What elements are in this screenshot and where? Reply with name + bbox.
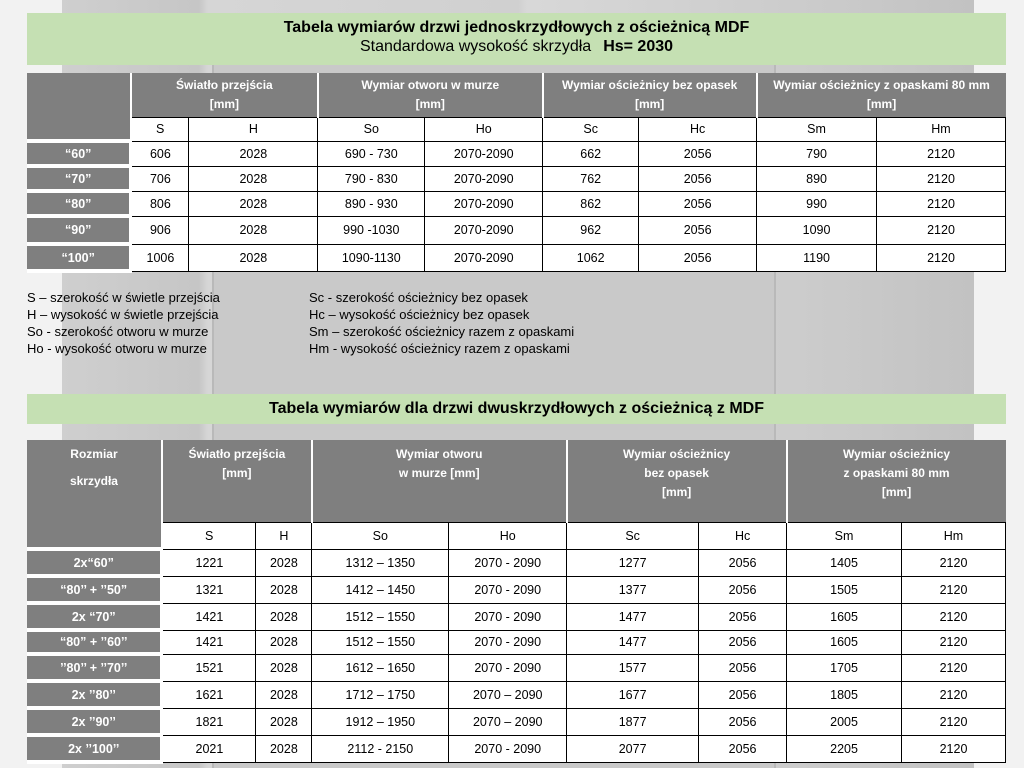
legend-item: Sc - szerokość ościeżnicy bez opasek xyxy=(309,290,528,305)
table-cell: 1512 – 1550 xyxy=(312,630,449,654)
table-cell: 2112 - 2150 xyxy=(312,735,449,762)
table-cell: 862 xyxy=(543,191,639,216)
table2-title-banner xyxy=(27,394,1006,424)
table1-subheader: H xyxy=(189,117,318,141)
table2-subheader: So xyxy=(312,522,449,549)
legend-item: H – wysokość w świetle przejścia xyxy=(27,307,219,322)
table-cell: 790 xyxy=(757,141,877,166)
table-cell: 1477 xyxy=(567,630,699,654)
table-cell: 1505 xyxy=(787,576,902,603)
table-cell: 1577 xyxy=(567,654,699,681)
table2-subheader: H xyxy=(256,522,312,549)
table-cell: 606 xyxy=(131,141,189,166)
table-cell: 2028 xyxy=(189,216,318,244)
row-label: 2x ’’90’’ xyxy=(27,708,162,735)
table1-subtitle-value: Hs= 2030 xyxy=(603,38,674,55)
table-cell: 2120 xyxy=(902,735,1006,762)
table-cell: 2070-2090 xyxy=(425,244,543,271)
table-cell: 1912 – 1950 xyxy=(312,708,449,735)
table-cell: 2056 xyxy=(699,681,787,708)
table-row xyxy=(27,654,1006,681)
table-cell: 2070 - 2090 xyxy=(449,654,567,681)
table-cell: 2028 xyxy=(256,735,312,762)
table-cell: 2120 xyxy=(902,576,1006,603)
table-cell: 2028 xyxy=(256,603,312,630)
table-cell: 2070-2090 xyxy=(425,141,543,166)
table1-title: Tabela wymiarów drzwi jednoskrzydłowych z ościeżnicą MDF xyxy=(283,19,750,36)
table-cell: 2120 xyxy=(877,216,1006,244)
table-cell: 2070-2090 xyxy=(425,216,543,244)
table1-group-header: Wymiar otworu w murze [mm] xyxy=(318,73,543,117)
table-row xyxy=(27,576,1006,603)
table2-corner-cell: Rozmiar skrzydła xyxy=(27,440,162,549)
row-label: “80’’ + ’’50” xyxy=(27,576,162,603)
table1-subheader: Sm xyxy=(757,117,877,141)
table-cell: 2028 xyxy=(256,708,312,735)
table-cell: 2056 xyxy=(699,549,787,576)
table-cell: 2056 xyxy=(639,166,757,191)
table2-subheader: Hm xyxy=(902,522,1006,549)
table-cell: 1712 – 1750 xyxy=(312,681,449,708)
legend-item: Hm - wysokość ościeżnicy razem z opaskami xyxy=(309,341,570,356)
table-cell: 2077 xyxy=(567,735,699,762)
table1-subheader: Hc xyxy=(639,117,757,141)
table-cell: 2056 xyxy=(639,141,757,166)
table-cell: 2070 - 2090 xyxy=(449,603,567,630)
table-cell: 2120 xyxy=(902,681,1006,708)
table-cell: 2120 xyxy=(902,549,1006,576)
table2-group-header: Wymiar ościeżnicy z opaskami 80 mm [mm] xyxy=(787,440,1006,522)
table2-subheader: Ho xyxy=(449,522,567,549)
table-cell: 2021 xyxy=(162,735,256,762)
table-cell: 2120 xyxy=(902,708,1006,735)
double-door-dimensions-table xyxy=(27,440,1006,764)
table-cell: 1277 xyxy=(567,549,699,576)
table1-subheader: So xyxy=(318,117,425,141)
legend-item: Sm – szerokość ościeżnicy razem z opaskami xyxy=(309,324,575,339)
table-cell: 1377 xyxy=(567,576,699,603)
table-cell: 1421 xyxy=(162,630,256,654)
table1-group-header: Wymiar ościeżnicy bez opasek [mm] xyxy=(543,73,757,117)
table1-corner-cell xyxy=(27,73,131,141)
table-cell: 2056 xyxy=(639,244,757,271)
row-label: 2x “70” xyxy=(27,603,162,630)
table-cell: 1405 xyxy=(787,549,902,576)
table-cell: 2070 - 2090 xyxy=(449,630,567,654)
table-cell: 662 xyxy=(543,141,639,166)
table-cell: 2120 xyxy=(877,191,1006,216)
table-cell: 2056 xyxy=(699,603,787,630)
table-cell: 2028 xyxy=(189,141,318,166)
table-row xyxy=(27,708,1006,735)
table-cell: 1705 xyxy=(787,654,902,681)
table-cell: 2070 - 2090 xyxy=(449,735,567,762)
legend-left xyxy=(27,289,220,357)
table-row xyxy=(27,216,1006,244)
table-row xyxy=(27,681,1006,708)
table-cell: 1612 – 1650 xyxy=(312,654,449,681)
table-row xyxy=(27,549,1006,576)
table2-title: Tabela wymiarów dla drzwi dwuskrzydłowych z ościeżnicą z MDF xyxy=(269,400,764,417)
row-label: “100” xyxy=(27,244,131,271)
table-cell: 690 - 730 xyxy=(318,141,425,166)
table-cell: 2028 xyxy=(189,244,318,271)
legend-item: Hc – wysokość ościeżnicy bez opasek xyxy=(309,307,530,322)
table-cell: 2120 xyxy=(877,141,1006,166)
table-row xyxy=(27,244,1006,271)
table-cell: 706 xyxy=(131,166,189,191)
table2-subheader: S xyxy=(162,522,256,549)
table1-subheader: Ho xyxy=(425,117,543,141)
table-cell: 2205 xyxy=(787,735,902,762)
table1-subtitle-text: Standardowa wysokość skrzydła xyxy=(359,38,592,55)
row-label: “70” xyxy=(27,166,131,191)
table-row xyxy=(27,191,1006,216)
table-cell: 1090-1130 xyxy=(318,244,425,271)
table-cell: 2056 xyxy=(699,576,787,603)
table1-title-banner xyxy=(27,13,1006,65)
table-cell: 906 xyxy=(131,216,189,244)
table1-group-header: Wymiar ościeżnicy z opaskami 80 mm [mm] xyxy=(757,73,1006,117)
legend-right xyxy=(309,289,574,357)
table2-group-header: Wymiar ościeżnicy bez opasek [mm] xyxy=(567,440,787,522)
table-cell: 990 -1030 xyxy=(318,216,425,244)
table-cell: 962 xyxy=(543,216,639,244)
legend-item: S – szerokość w świetle przejścia xyxy=(27,290,220,305)
table-cell: 2070 – 2090 xyxy=(449,708,567,735)
table-cell: 1605 xyxy=(787,603,902,630)
table-cell: 2056 xyxy=(699,735,787,762)
table-cell: 2070 - 2090 xyxy=(449,549,567,576)
table-cell: 2056 xyxy=(639,216,757,244)
table-cell: 2070 - 2090 xyxy=(449,576,567,603)
table-cell: 1477 xyxy=(567,603,699,630)
row-label: “80” + ’’60’’ xyxy=(27,630,162,654)
table1-subheader: Sc xyxy=(543,117,639,141)
table-cell: 1412 – 1450 xyxy=(312,576,449,603)
table-cell: 2120 xyxy=(902,654,1006,681)
table-cell: 1006 xyxy=(131,244,189,271)
row-label: “90” xyxy=(27,216,131,244)
table2-subheader: Hc xyxy=(699,522,787,549)
table-cell: 762 xyxy=(543,166,639,191)
table-cell: 1605 xyxy=(787,630,902,654)
table-cell: 2028 xyxy=(256,630,312,654)
table-cell: 1821 xyxy=(162,708,256,735)
table-cell: 990 xyxy=(757,191,877,216)
table-row xyxy=(27,735,1006,762)
table-cell: 890 xyxy=(757,166,877,191)
table-cell: 2120 xyxy=(877,166,1006,191)
table-cell: 2120 xyxy=(902,603,1006,630)
table-cell: 1621 xyxy=(162,681,256,708)
row-label: 2x“60” xyxy=(27,549,162,576)
table1-group-header: Światło przejścia [mm] xyxy=(131,73,318,117)
table-cell: 806 xyxy=(131,191,189,216)
table-cell: 1190 xyxy=(757,244,877,271)
table-cell: 890 - 930 xyxy=(318,191,425,216)
row-label: 2x ’’100’’ xyxy=(27,735,162,762)
table1-subheader: Hm xyxy=(877,117,1006,141)
single-door-dimensions-table xyxy=(27,73,1006,273)
table-cell: 2056 xyxy=(699,630,787,654)
table-cell: 1062 xyxy=(543,244,639,271)
table-cell: 1090 xyxy=(757,216,877,244)
table-cell: 2028 xyxy=(189,191,318,216)
table-cell: 1877 xyxy=(567,708,699,735)
table-cell: 1805 xyxy=(787,681,902,708)
table-row xyxy=(27,630,1006,654)
table-cell: 2120 xyxy=(877,244,1006,271)
table-cell: 1312 – 1350 xyxy=(312,549,449,576)
legend-item: Ho - wysokość otworu w murze xyxy=(27,341,207,356)
table-cell: 2028 xyxy=(189,166,318,191)
table-cell: 2070-2090 xyxy=(425,166,543,191)
table-cell: 1677 xyxy=(567,681,699,708)
table-cell: 2070-2090 xyxy=(425,191,543,216)
table-cell: 1221 xyxy=(162,549,256,576)
table-row xyxy=(27,603,1006,630)
table-cell: 2005 xyxy=(787,708,902,735)
table-cell: 2056 xyxy=(699,708,787,735)
table-cell: 1421 xyxy=(162,603,256,630)
table2-subheader: Sm xyxy=(787,522,902,549)
table-cell: 2056 xyxy=(699,654,787,681)
table-row xyxy=(27,166,1006,191)
row-label: “80” xyxy=(27,191,131,216)
table-cell: 2056 xyxy=(639,191,757,216)
table2-group-header: Światło przejścia [mm] xyxy=(162,440,312,522)
table-cell: 2028 xyxy=(256,576,312,603)
table-cell: 2120 xyxy=(902,630,1006,654)
table1-subheader: S xyxy=(131,117,189,141)
table-row xyxy=(27,141,1006,166)
table-cell: 2028 xyxy=(256,654,312,681)
table-cell: 790 - 830 xyxy=(318,166,425,191)
table-cell: 2070 – 2090 xyxy=(449,681,567,708)
table-cell: 2028 xyxy=(256,681,312,708)
legend-item: So - szerokość otworu w murze xyxy=(27,324,209,339)
table2-group-header: Wymiar otworu w murze [mm] xyxy=(312,440,567,522)
table-cell: 1321 xyxy=(162,576,256,603)
row-label: 2x ’’80’’ xyxy=(27,681,162,708)
table1-subtitle xyxy=(27,38,1006,56)
row-label: ’’80’’ + ’’70’’ xyxy=(27,654,162,681)
table-cell: 2028 xyxy=(256,549,312,576)
table-cell: 1512 – 1550 xyxy=(312,603,449,630)
table2-subheader: Sc xyxy=(567,522,699,549)
table-cell: 1521 xyxy=(162,654,256,681)
row-label: “60” xyxy=(27,141,131,166)
